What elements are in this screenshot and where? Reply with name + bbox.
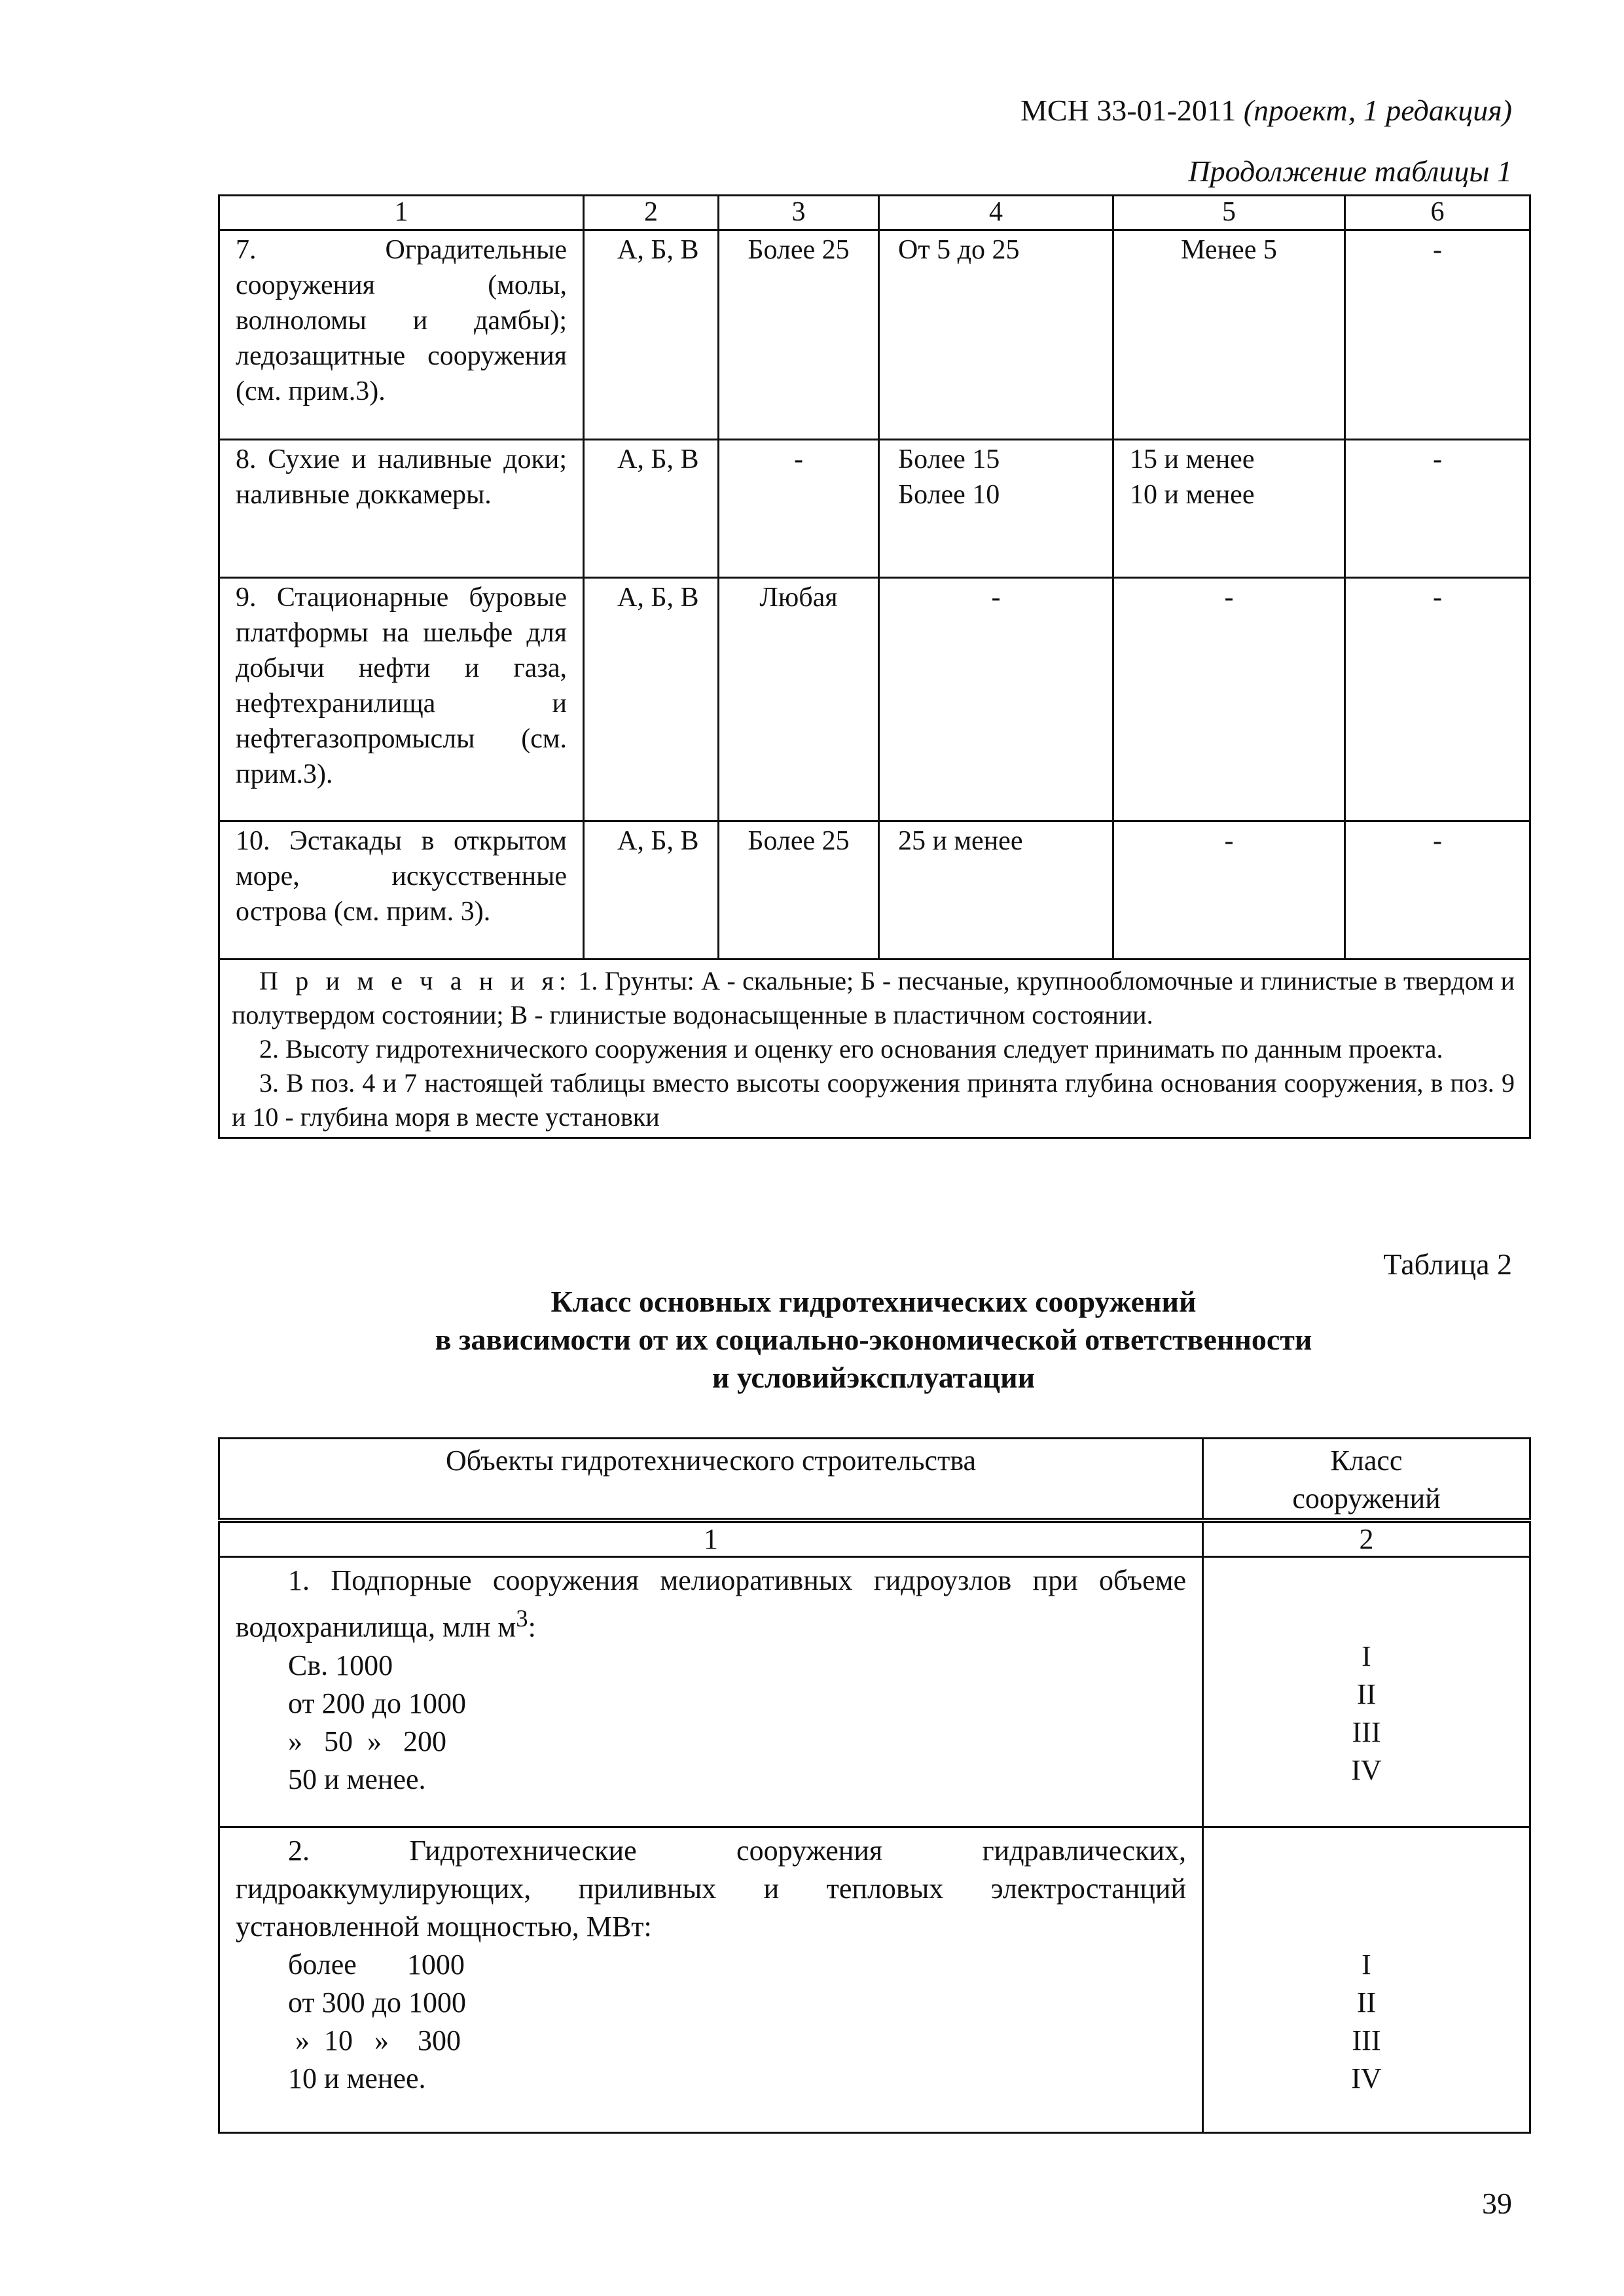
document-header — [956, 93, 1512, 128]
header-objects: Объекты гидротехнического строительства — [219, 1439, 1203, 1519]
table-2-column-numbers: 1 2 — [219, 1522, 1530, 1557]
table-row — [219, 1557, 1530, 1827]
table-2-body — [218, 1521, 1531, 2134]
table-1-column-numbers: 1 2 3 4 5 6 — [219, 196, 1530, 230]
table-2-label: Таблица 2 — [1383, 1247, 1512, 1281]
structure-name: 7. Оградительные сооружения (молы, волноломы и дамбы); ледозащитные сооружения (см. прим.3). — [219, 230, 584, 440]
soil-type: А, Б, В — [584, 440, 719, 578]
table-row: 9. Стационарные буровые платформы на шельфе для добычи нефти и газа, нефтехранилища и нефтегазопромыслы (см. прим.3). А, Б, В Любая - - - — [219, 578, 1530, 821]
soil-type: А, Б, В — [584, 230, 719, 440]
table-row: 10. Эстакады в открытом море, искусственные острова (см. прим. 3). А, Б, В Более 25 25 и менее - - — [219, 821, 1530, 960]
class-values: I II III IV — [1203, 1557, 1530, 1827]
note-3: 3. В поз. 4 и 7 настоящей таблицы вместо высоты сооружения принята глубина основания сооружения, в поз. 9 и 10 - глубина моря в месте установки — [232, 1068, 1515, 1132]
header-class: Класс сооружений — [1203, 1439, 1530, 1519]
table-row: 7. Оградительные сооружения (молы, волноломы и дамбы); ледозащитные сооружения (см. прим.3). А, Б, В Более 25 От 5 до 25 Менее 5 - — [219, 230, 1530, 440]
document-edition: (проект, 1 редакция) — [1243, 94, 1512, 127]
object-description: 1. Подпорные сооружения мелиоративных гидроузлов при объеме водохранилища, млн $м^3$: Св. 1000 от 200 до 1000 » 50 » 200 50 и менее. — [219, 1557, 1203, 1827]
table-row — [219, 1827, 1530, 2133]
notes-label: П р и м е ч а н и я: — [259, 966, 572, 996]
class-values: I II III IV — [1203, 1827, 1530, 2133]
table-row: 8. Сухие и наливные доки; наливные доккамеры. А, Б, В - Более 15 Более 10 15 и менее 10 и менее - — [219, 440, 1530, 578]
table-continuation-label: Продолжение таблицы 1 — [1188, 154, 1512, 188]
structure-name: 9. Стационарные буровые платформы на шельфе для добычи нефти и газа, нефтехранилища и нефтегазопромыслы (см. прим.3). — [219, 578, 584, 821]
table-2-header — [218, 1437, 1531, 1520]
table-1-continued — [218, 194, 1531, 1139]
structure-name: 10. Эстакады в открытом море, искусственные острова (см. прим. 3). — [219, 821, 584, 960]
object-description: 2. Гидротехнические сооружения гидравлических, гидроаккумулирующих, приливных и тепловых электростанций установленной мощностью, МВт: более 1000 от 300 до 1000 » 10 » 300 10 и менее. — [219, 1827, 1203, 2133]
table-1-notes — [219, 960, 1530, 1138]
soil-type: А, Б, В — [584, 578, 719, 821]
soil-type: А, Б, В — [584, 821, 719, 960]
page-number: 39 — [1482, 2187, 1512, 2220]
table-2-title: Класс основных гидротехнических сооружений в зависимости от их социально-экономической ответственности и условийэксплуатации — [435, 1285, 1312, 1394]
table-1-notes-row — [219, 960, 1530, 1138]
note-2: 2. Высоту гидротехнического сооружения и оценку его основания следует принимать по данным проекта. — [259, 1034, 1443, 1064]
note-1: 1. Грунты: А - скальные; Б - песчаные, крупнообломочные и глинистые в твердом и полутвердом состоянии; В - глинистые водонасыщенные в пластичном состоянии. — [232, 966, 1515, 1030]
structure-name: 8. Сухие и наливные доки; наливные доккамеры. — [219, 440, 584, 578]
document-code: МСН 33-01-2011 — [1020, 94, 1236, 127]
